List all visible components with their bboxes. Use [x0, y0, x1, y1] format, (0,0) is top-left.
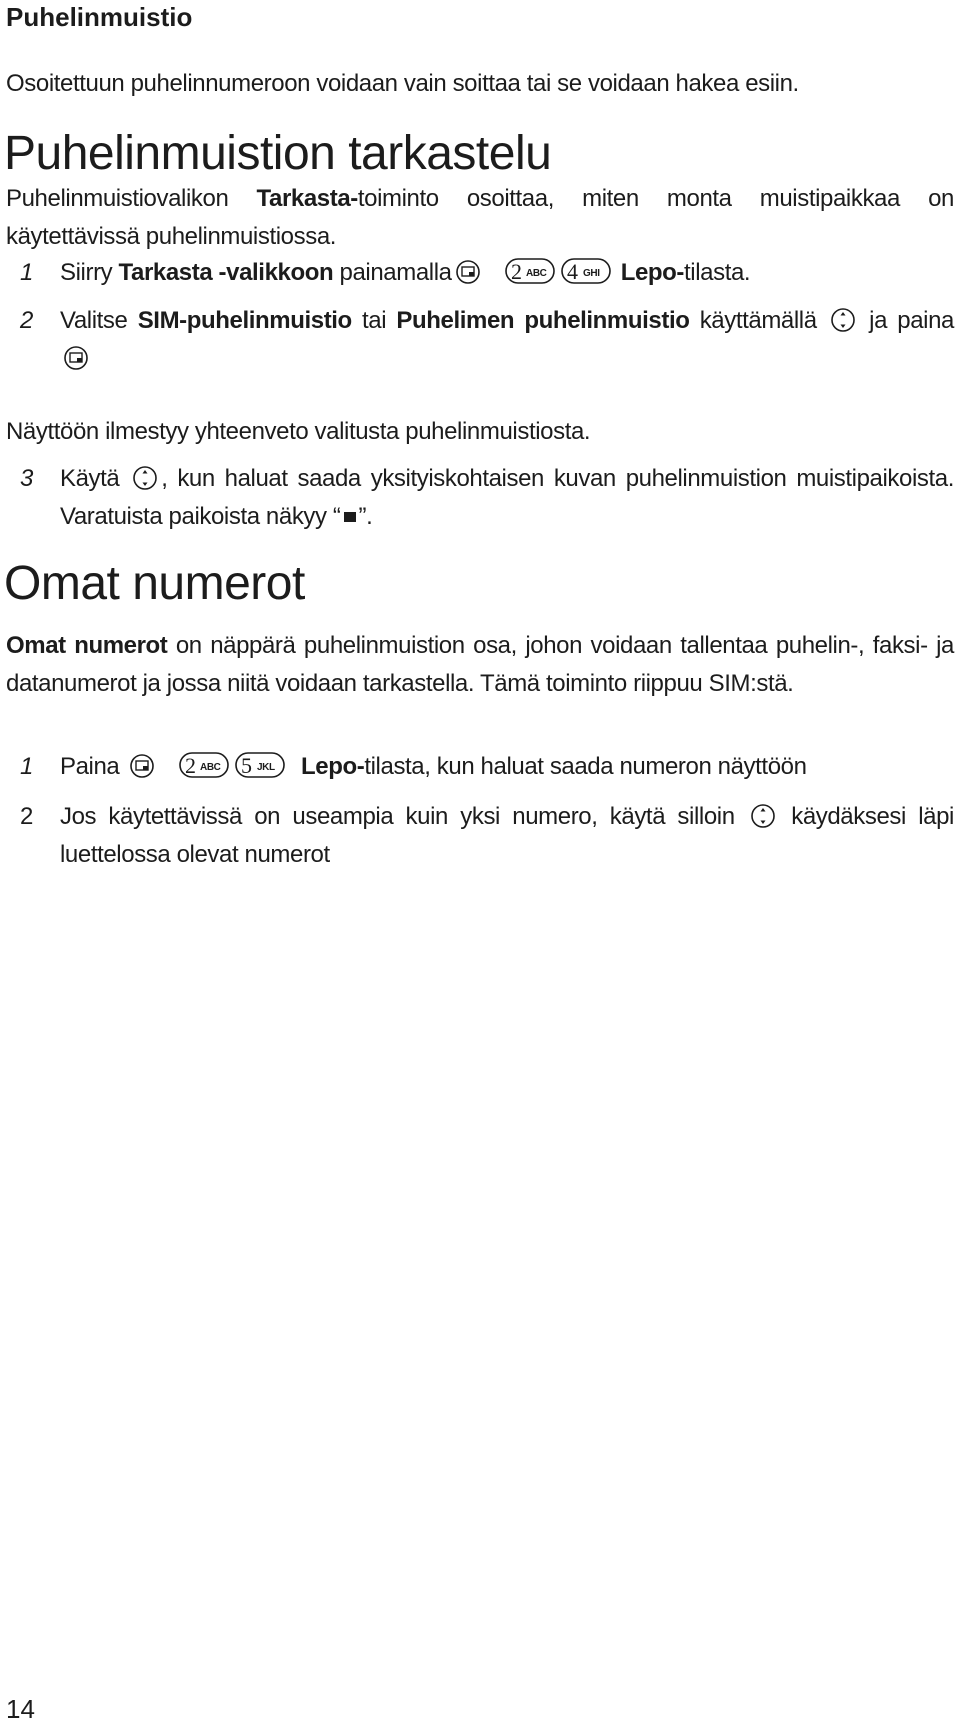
- svg-text:5: 5: [241, 753, 253, 778]
- page-header-title: Puhelinmuistio: [6, 2, 193, 32]
- step-body: [60, 254, 954, 292]
- step-bold-text: Tarkasta -valikkoon: [118, 259, 334, 286]
- step-bold-text: Puhelimen puhelinmuistio: [396, 307, 690, 334]
- step-text: Käytä: [60, 465, 120, 492]
- step-body: [60, 302, 954, 378]
- step-body: [60, 748, 954, 786]
- svg-text:2: 2: [185, 753, 197, 778]
- step-bold-text: Lepo-: [301, 753, 365, 780]
- step-text: ”.: [358, 503, 373, 530]
- step-text: tilasta.: [684, 259, 751, 286]
- step-text: tilasta, kun haluat saada numeron näyttöön: [364, 753, 807, 780]
- step-number: 1: [20, 259, 33, 286]
- step-bold-text: SIM-puhelinmuistio: [137, 307, 352, 334]
- step-text: käydäksesi läpi luettelossa olevat numerot: [60, 803, 954, 868]
- svg-text:ABC: ABC: [526, 268, 547, 279]
- step-text: painamalla: [333, 259, 452, 286]
- step-3-kayta: [6, 460, 954, 536]
- key-2-abc-icon: [179, 751, 229, 779]
- step-2-jos: [6, 798, 954, 874]
- para-bold-omat-numerot: Omat numerot: [6, 632, 168, 659]
- step-text: Paina: [60, 753, 120, 780]
- section-heading-tarkastelu: Puhelinmuistion tarkastelu: [4, 127, 552, 180]
- step-1-tarkasta: [6, 254, 954, 292]
- step-text: Siirry: [60, 259, 119, 286]
- intro-text: Osoitettuun puhelinnumeroon voidaan vain soittaa tai se voidaan hakea esiin.: [6, 70, 799, 97]
- svg-text:4: 4: [567, 259, 579, 284]
- svg-text:2: 2: [511, 259, 523, 284]
- step-text: Valitse: [60, 307, 138, 334]
- menu-softkey-icon: [63, 345, 89, 371]
- para-bold-tarkasta: Tarkasta-: [256, 185, 358, 212]
- step-text: Jos käytettävissä on useampia kuin yksi numero, käytä silloin: [60, 803, 735, 830]
- step-text: tai: [351, 307, 397, 334]
- step-number: 2: [20, 307, 33, 334]
- step-bold-text: Lepo-: [620, 259, 685, 286]
- step-2-valitse: [6, 302, 954, 378]
- section2-paragraph: [6, 627, 954, 703]
- svg-text:JKL: JKL: [257, 762, 276, 773]
- svg-text:ABC: ABC: [200, 762, 221, 773]
- page-number: 14: [6, 1694, 35, 1724]
- section1-paragraph: [6, 180, 954, 256]
- step-text: käyttämällä: [689, 307, 817, 334]
- section-heading-omat-numerot: Omat numerot: [4, 557, 305, 610]
- para-text: on näppärä puhelinmuistion osa, johon voidaan tallentaa puhelin-, faksi- ja datanumerot ja jossa niitä voidaan tarkastella. Tämä toiminto riippuu SIM:stä.: [6, 632, 954, 697]
- filled-slot-icon: [343, 510, 357, 524]
- up-down-navigation-icon: [132, 465, 158, 491]
- para-text: toiminto osoittaa, miten monta muistipaikkaa on käytettävissä puhelinmuistiossa.: [6, 185, 954, 250]
- summary-text: Näyttöön ilmestyy yhteenveto valitusta puhelinmuistiosta.: [6, 418, 591, 445]
- step-1-paina: [6, 748, 954, 786]
- up-down-navigation-icon: [830, 307, 856, 333]
- step-body: [60, 460, 954, 536]
- step-number: 2: [20, 803, 33, 830]
- step-number: 3: [20, 465, 33, 492]
- step-number: 1: [20, 753, 33, 780]
- up-down-navigation-icon: [750, 803, 776, 829]
- key-2-abc-icon: [505, 257, 555, 285]
- key-5-jkl-icon: [235, 751, 285, 779]
- svg-text:GHI: GHI: [583, 268, 600, 279]
- menu-softkey-icon: [455, 259, 481, 285]
- menu-softkey-icon: [129, 753, 155, 779]
- step-text: , kun haluat saada yksityiskohtaisen kuvan puhelinmuistion muistipaikoista. Varatuista paikoista näkyy “: [60, 465, 954, 530]
- step-body: [60, 798, 954, 874]
- para-text: Puhelinmuistiovalikon: [6, 185, 257, 212]
- step-text: ja paina: [858, 307, 954, 334]
- key-4-ghi-icon: [561, 257, 611, 285]
